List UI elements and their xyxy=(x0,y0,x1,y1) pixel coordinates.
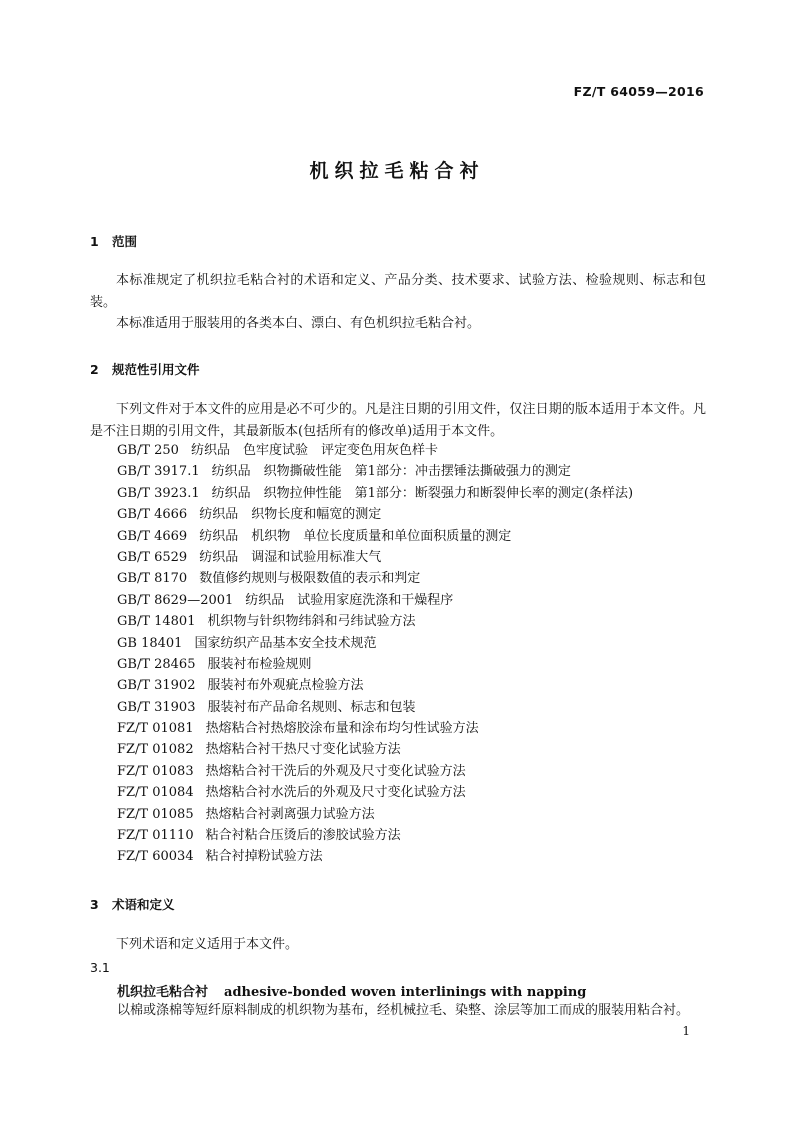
reference-title: 热熔粘合衬热熔胶涂布量和涂布均匀性试验方法 xyxy=(205,721,479,737)
standard-number: FZ/T 64059—2016 xyxy=(573,84,704,99)
reference-item xyxy=(117,718,633,739)
section-heading-scope xyxy=(90,232,137,250)
reference-item xyxy=(117,782,633,803)
section-title: 规范性引用文件 xyxy=(112,362,200,377)
reference-code: FZ/T 01081 xyxy=(117,721,194,737)
section-number: 1 xyxy=(90,234,99,249)
reference-title: 纺织品 色牢度试验 评定变色用灰色样卡 xyxy=(190,443,438,458)
reference-code: GB/T 31902 xyxy=(117,678,196,694)
reference-title: 热熔粘合衬剥离强力试验方法 xyxy=(205,806,375,822)
reference-code: GB/T 8629—2001 xyxy=(117,592,234,608)
reference-item xyxy=(117,675,633,696)
page-title: 机织拉毛粘合衬 xyxy=(309,160,485,182)
reference-title: 服装衬布检验规则 xyxy=(207,656,312,672)
reference-title: 纺织品 织物拉伸性能 第1部分：断裂强力和断裂伸长率的测定(条样法) xyxy=(211,485,634,501)
clause-number: 3.1 xyxy=(90,960,110,975)
reference-title: 热熔粘合衬干洗后的外观及尺寸变化试验方法 xyxy=(205,763,466,779)
reference-code: GB/T 14801 xyxy=(117,614,196,630)
reference-code: GB/T 6529 xyxy=(117,549,188,565)
reference-title: 粘合衬粘合压烫后的渗胶试验方法 xyxy=(205,828,401,844)
reference-code: GB/T 3917.1 xyxy=(117,464,200,480)
term-entry xyxy=(117,981,586,1000)
reference-code: GB 18401 xyxy=(117,635,183,651)
reference-title: 纺织品 试验用家庭洗涤和干燥程序 xyxy=(245,592,454,608)
reference-code: GB/T 4666 xyxy=(117,507,188,523)
reference-item xyxy=(117,440,633,461)
reference-code: GB/T 4669 xyxy=(117,528,188,544)
reference-title: 机织物与针织物纬斜和弓纬试验方法 xyxy=(207,614,416,630)
reference-code: FZ/T 01110 xyxy=(117,828,194,844)
reference-title: 纺织品 织物撕破性能 第1部分：冲击摆锤法撕破强力的测定 xyxy=(211,464,571,480)
term-definition: 以棉或涤棉等短纤原料制成的机织物为基布，经机械拉毛、染整、涂层等加工而成的服装用粘合衬。 xyxy=(117,1003,690,1018)
reference-item xyxy=(117,825,633,846)
scope-paragraph-2: 本标准适用于服装用的各类本白、漂白、有色机织拉毛粘合衬。 xyxy=(116,316,481,331)
section-number: 2 xyxy=(90,362,99,377)
reference-list xyxy=(117,440,633,868)
reference-item xyxy=(117,526,633,547)
reference-title: 热熔粘合衬水洗后的外观及尺寸变化试验方法 xyxy=(205,785,466,801)
reference-item xyxy=(117,461,633,482)
reference-code: FZ/T 01082 xyxy=(117,742,194,758)
reference-title: 服装衬布外观疵点检验方法 xyxy=(207,678,364,694)
section-number: 3 xyxy=(90,897,99,912)
reference-item xyxy=(117,761,633,782)
reference-code: FZ/T 01083 xyxy=(117,763,194,779)
reference-item xyxy=(117,654,633,675)
reference-title: 数值修约规则与极限数值的表示和判定 xyxy=(199,571,421,587)
reference-code: FZ/T 01085 xyxy=(117,806,194,822)
section-title: 术语和定义 xyxy=(112,897,175,912)
reference-code: FZ/T 60034 xyxy=(117,849,194,865)
reference-item xyxy=(117,547,633,568)
reference-title: 国家纺织产品基本安全技术规范 xyxy=(194,635,377,651)
reference-item xyxy=(117,697,633,718)
term-chinese: 机织拉毛粘合衬 xyxy=(117,985,209,1000)
page-number: 1 xyxy=(682,1024,690,1038)
reference-title: 纺织品 织物长度和幅宽的测定 xyxy=(199,507,382,523)
reference-code: GB/T 31903 xyxy=(117,699,196,715)
reference-item xyxy=(117,483,633,504)
section-title: 范围 xyxy=(112,234,138,249)
terms-intro: 下列术语和定义适用于本文件。 xyxy=(116,937,299,952)
reference-code: GB/T 28465 xyxy=(117,656,196,672)
reference-title: 纺织品 调湿和试验用标准大气 xyxy=(199,549,382,565)
reference-title: 热熔粘合衬干热尺寸变化试验方法 xyxy=(205,742,401,758)
section-heading-normative xyxy=(90,360,200,378)
reference-code: GB/T 3923.1 xyxy=(117,485,200,501)
reference-item xyxy=(117,846,633,867)
reference-title: 服装衬布产品命名规则、标志和包装 xyxy=(207,699,416,715)
normative-intro: 下列文件对于本文件的应用是必不可少的。凡是注日期的引用文件，仅注日期的版本适用于本文件。凡是不注日期的引用文件，其最新版本(包括所有的修改单)适用于本文件。 xyxy=(90,402,706,439)
reference-item xyxy=(117,611,633,632)
reference-item xyxy=(117,633,633,654)
reference-item xyxy=(117,568,633,589)
scope-paragraph-1: 本标准规定了机织拉毛粘合衬的术语和定义、产品分类、技术要求、试验方法、检验规则、标志和包装。 xyxy=(90,273,706,310)
reference-code: FZ/T 01084 xyxy=(117,785,194,801)
reference-item xyxy=(117,590,633,611)
section-heading-terms xyxy=(90,895,175,913)
term-english: adhesive-bonded woven interlinings with napping xyxy=(224,985,587,1000)
reference-title: 粘合衬掉粉试验方法 xyxy=(205,849,323,865)
reference-item xyxy=(117,804,633,825)
reference-item xyxy=(117,739,633,760)
reference-item xyxy=(117,504,633,525)
reference-code: GB/T 250 xyxy=(117,443,179,458)
reference-title: 纺织品 机织物 单位长度质量和单位面积质量的测定 xyxy=(199,528,512,544)
reference-code: GB/T 8170 xyxy=(117,571,188,587)
